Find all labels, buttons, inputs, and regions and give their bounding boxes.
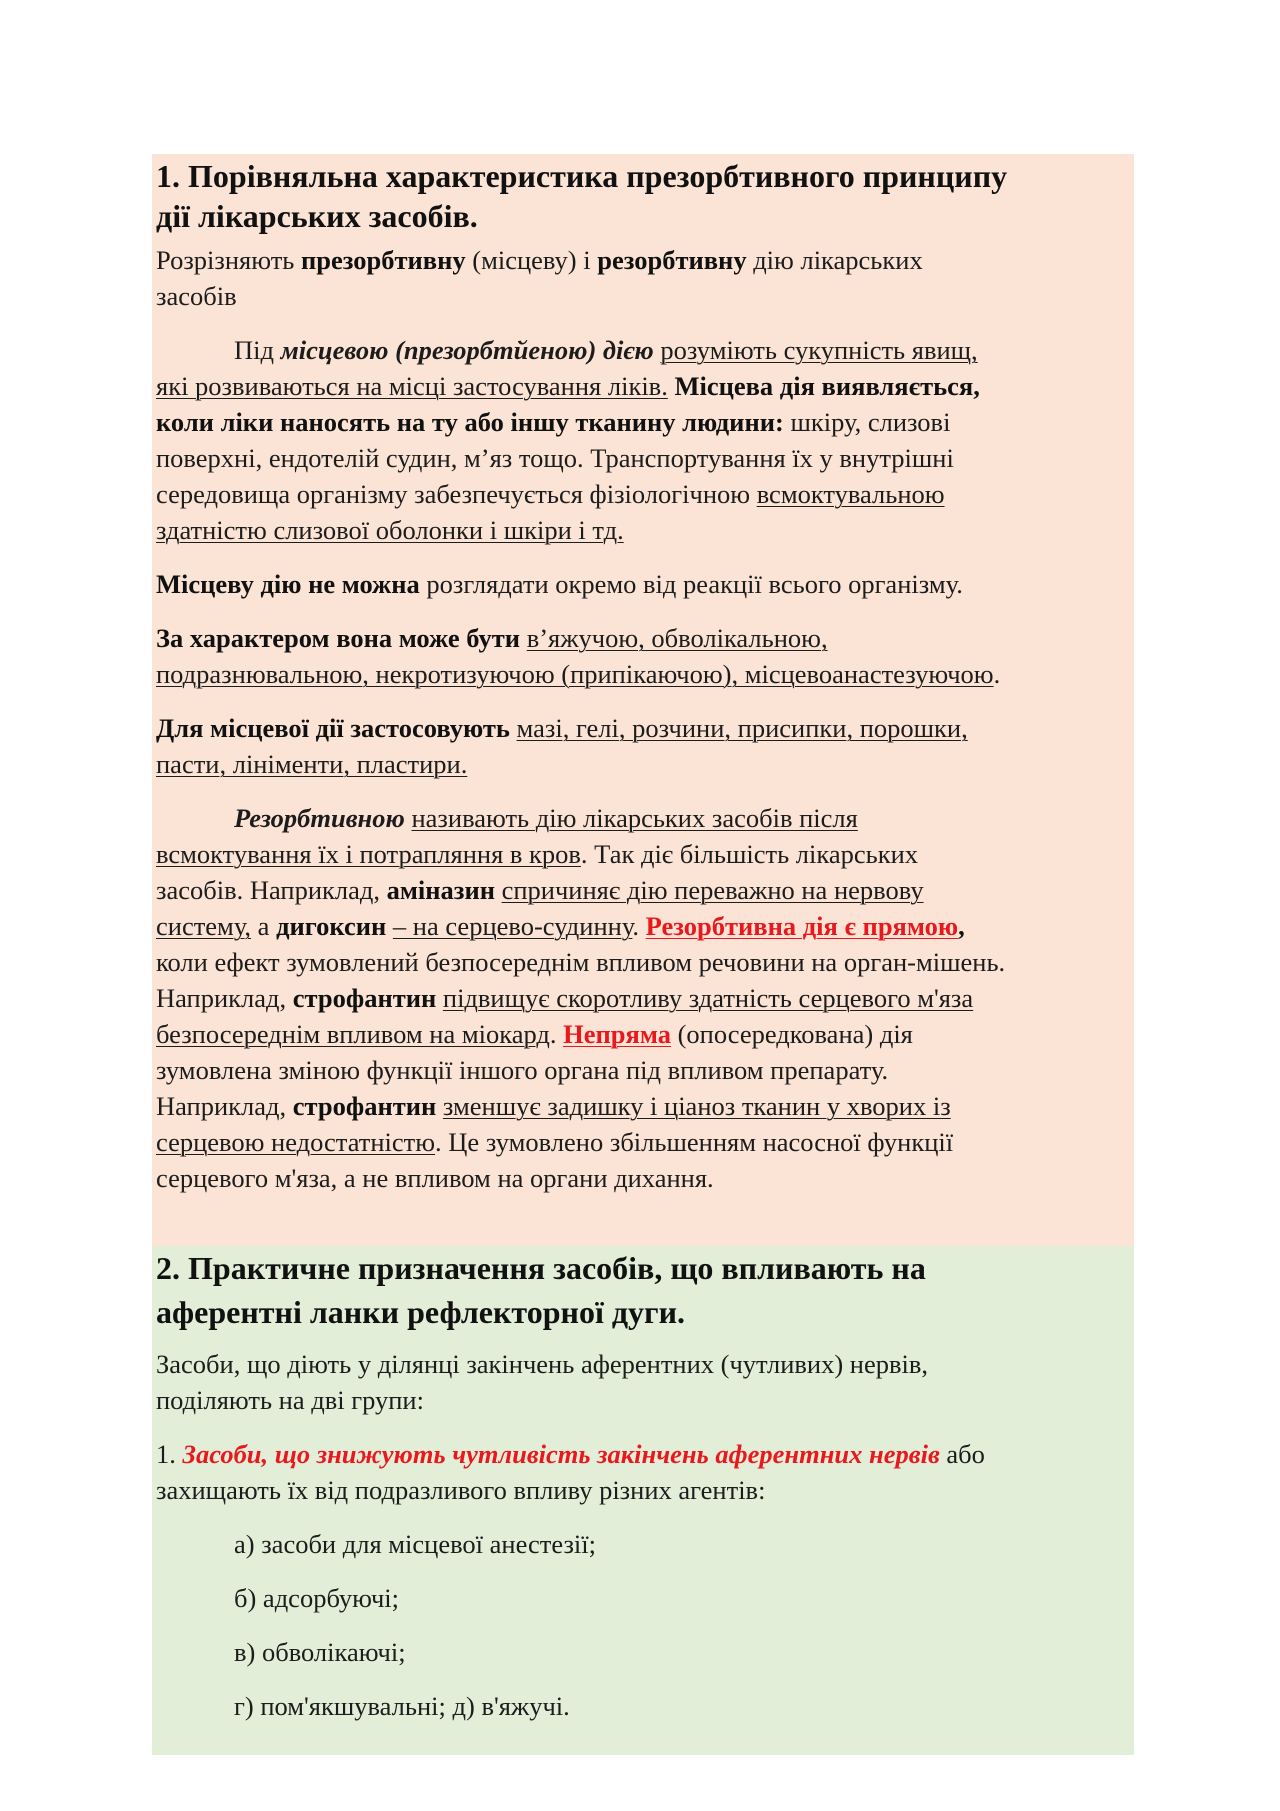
section-2-heading-cont: аферентні ланки рефлекторної дуги. <box>156 1294 685 1330</box>
resorptive-line-6: Наприклад, строфантин підвищує скоротливу здатність серцевого м'яза <box>156 983 974 1013</box>
resorptive-line-3: засобів. Наприклад, аміназин спричиняє дію переважно на нервову <box>156 875 924 905</box>
local-forms-paragraph: Для місцевої дії застосовують мазі, гелі, розчини, присипки, порошки, <box>156 713 968 743</box>
intro-paragraph: Розрізняють презорбтивну (місцеву) і резорбтивну дію лікарських <box>156 245 923 275</box>
list-item: г) пом'якшувальні; д) в'яжучі. <box>234 1691 570 1721</box>
resorptive-line-11: серцевого м'яза, а не впливом на органи дихання. <box>156 1163 714 1193</box>
local-action-line-6: здатністю слизової оболонки і шкіри і тд. <box>156 515 624 545</box>
resorptive-line-2: всмоктування їх і потрапляння в кров. Так діє більшість лікарських <box>156 839 919 869</box>
action-types-paragraph: За характером вона може бути в’яжучою, обволікальною, <box>156 623 828 653</box>
group-1-paragraph: 1. Засоби, що знижують чутливість закінчень аферентних нервів або <box>156 1439 985 1469</box>
resorptive-line-7: безпосереднім впливом на міокард. Непряма (опосередкована) дія <box>156 1019 913 1049</box>
section-2-heading: 2. Практичне призначення засобів, що впливають на <box>156 1250 926 1286</box>
resorptive-line-8: зумовлена зміною функції іншого органа під впливом препарату. <box>156 1055 889 1085</box>
resorptive-line-10: серцевою недостатністю. Це зумовлено збільшенням насосної функції <box>156 1127 954 1157</box>
section-1-heading-cont: дії лікарських засобів. <box>156 198 478 234</box>
local-action-paragraph: Під місцевою (презорбтйеною) дією розуміють сукупність явищ, <box>234 335 978 365</box>
section-2 <box>152 1246 1134 1755</box>
group-1-line-2: захищають їх від подразливого впливу різних агентів: <box>156 1475 766 1505</box>
local-action-line-2: які розвиваються на місці застосування ліків. Місцева дія виявляється, <box>156 371 980 401</box>
resorptive-line-9: Наприклад, строфантин зменшує задишку і ціаноз тканин у хворих із <box>156 1091 951 1121</box>
list-item: в) обволікаючі; <box>234 1637 406 1667</box>
section-2-intro-cont: поділяють на дві групи: <box>156 1385 424 1415</box>
section-1-heading: 1. Порівняльна характеристика презорбтивного принципу <box>156 158 1008 194</box>
local-action-note: Місцеву дію не можна розглядати окремо від реакції всього організму. <box>156 569 963 599</box>
intro-paragraph-cont: засобів <box>156 281 237 311</box>
section-2-intro: Засоби, що діють у ділянці закінчень аферентних (чутливих) нервів, <box>156 1349 928 1379</box>
local-action-line-5: середовища організму забезпечується фізіологічною всмоктувальною <box>156 479 945 509</box>
list-item: а) засоби для місцевої анестезії; <box>234 1529 597 1559</box>
resorptive-line-4: систему, а дигоксин – на серцево-судинну. Резорбтивна дія є прямою, <box>156 911 965 941</box>
list-item: б) адсорбуючі; <box>234 1583 400 1613</box>
local-forms-line-2: пасти, лініменти, пластири. <box>156 749 468 779</box>
resorptive-paragraph: Резорбтивною називають дію лікарських засобів після <box>234 803 858 833</box>
action-types-line-2: подразнювальною, некротизуючою (припікаючою), місцевоанастезуючою. <box>156 659 1001 689</box>
local-action-line-3: коли ліки наносять на ту або іншу тканину людини: шкіру, слизові <box>156 407 951 437</box>
section-1 <box>152 154 1134 1246</box>
resorptive-line-5: коли ефект зумовлений безпосереднім впливом речовини на орган-мішень. <box>156 947 1006 977</box>
local-action-line-4: поверхні, ендотелій судин, м’яз тощо. Транспортування їх у внутрішні <box>156 443 954 473</box>
